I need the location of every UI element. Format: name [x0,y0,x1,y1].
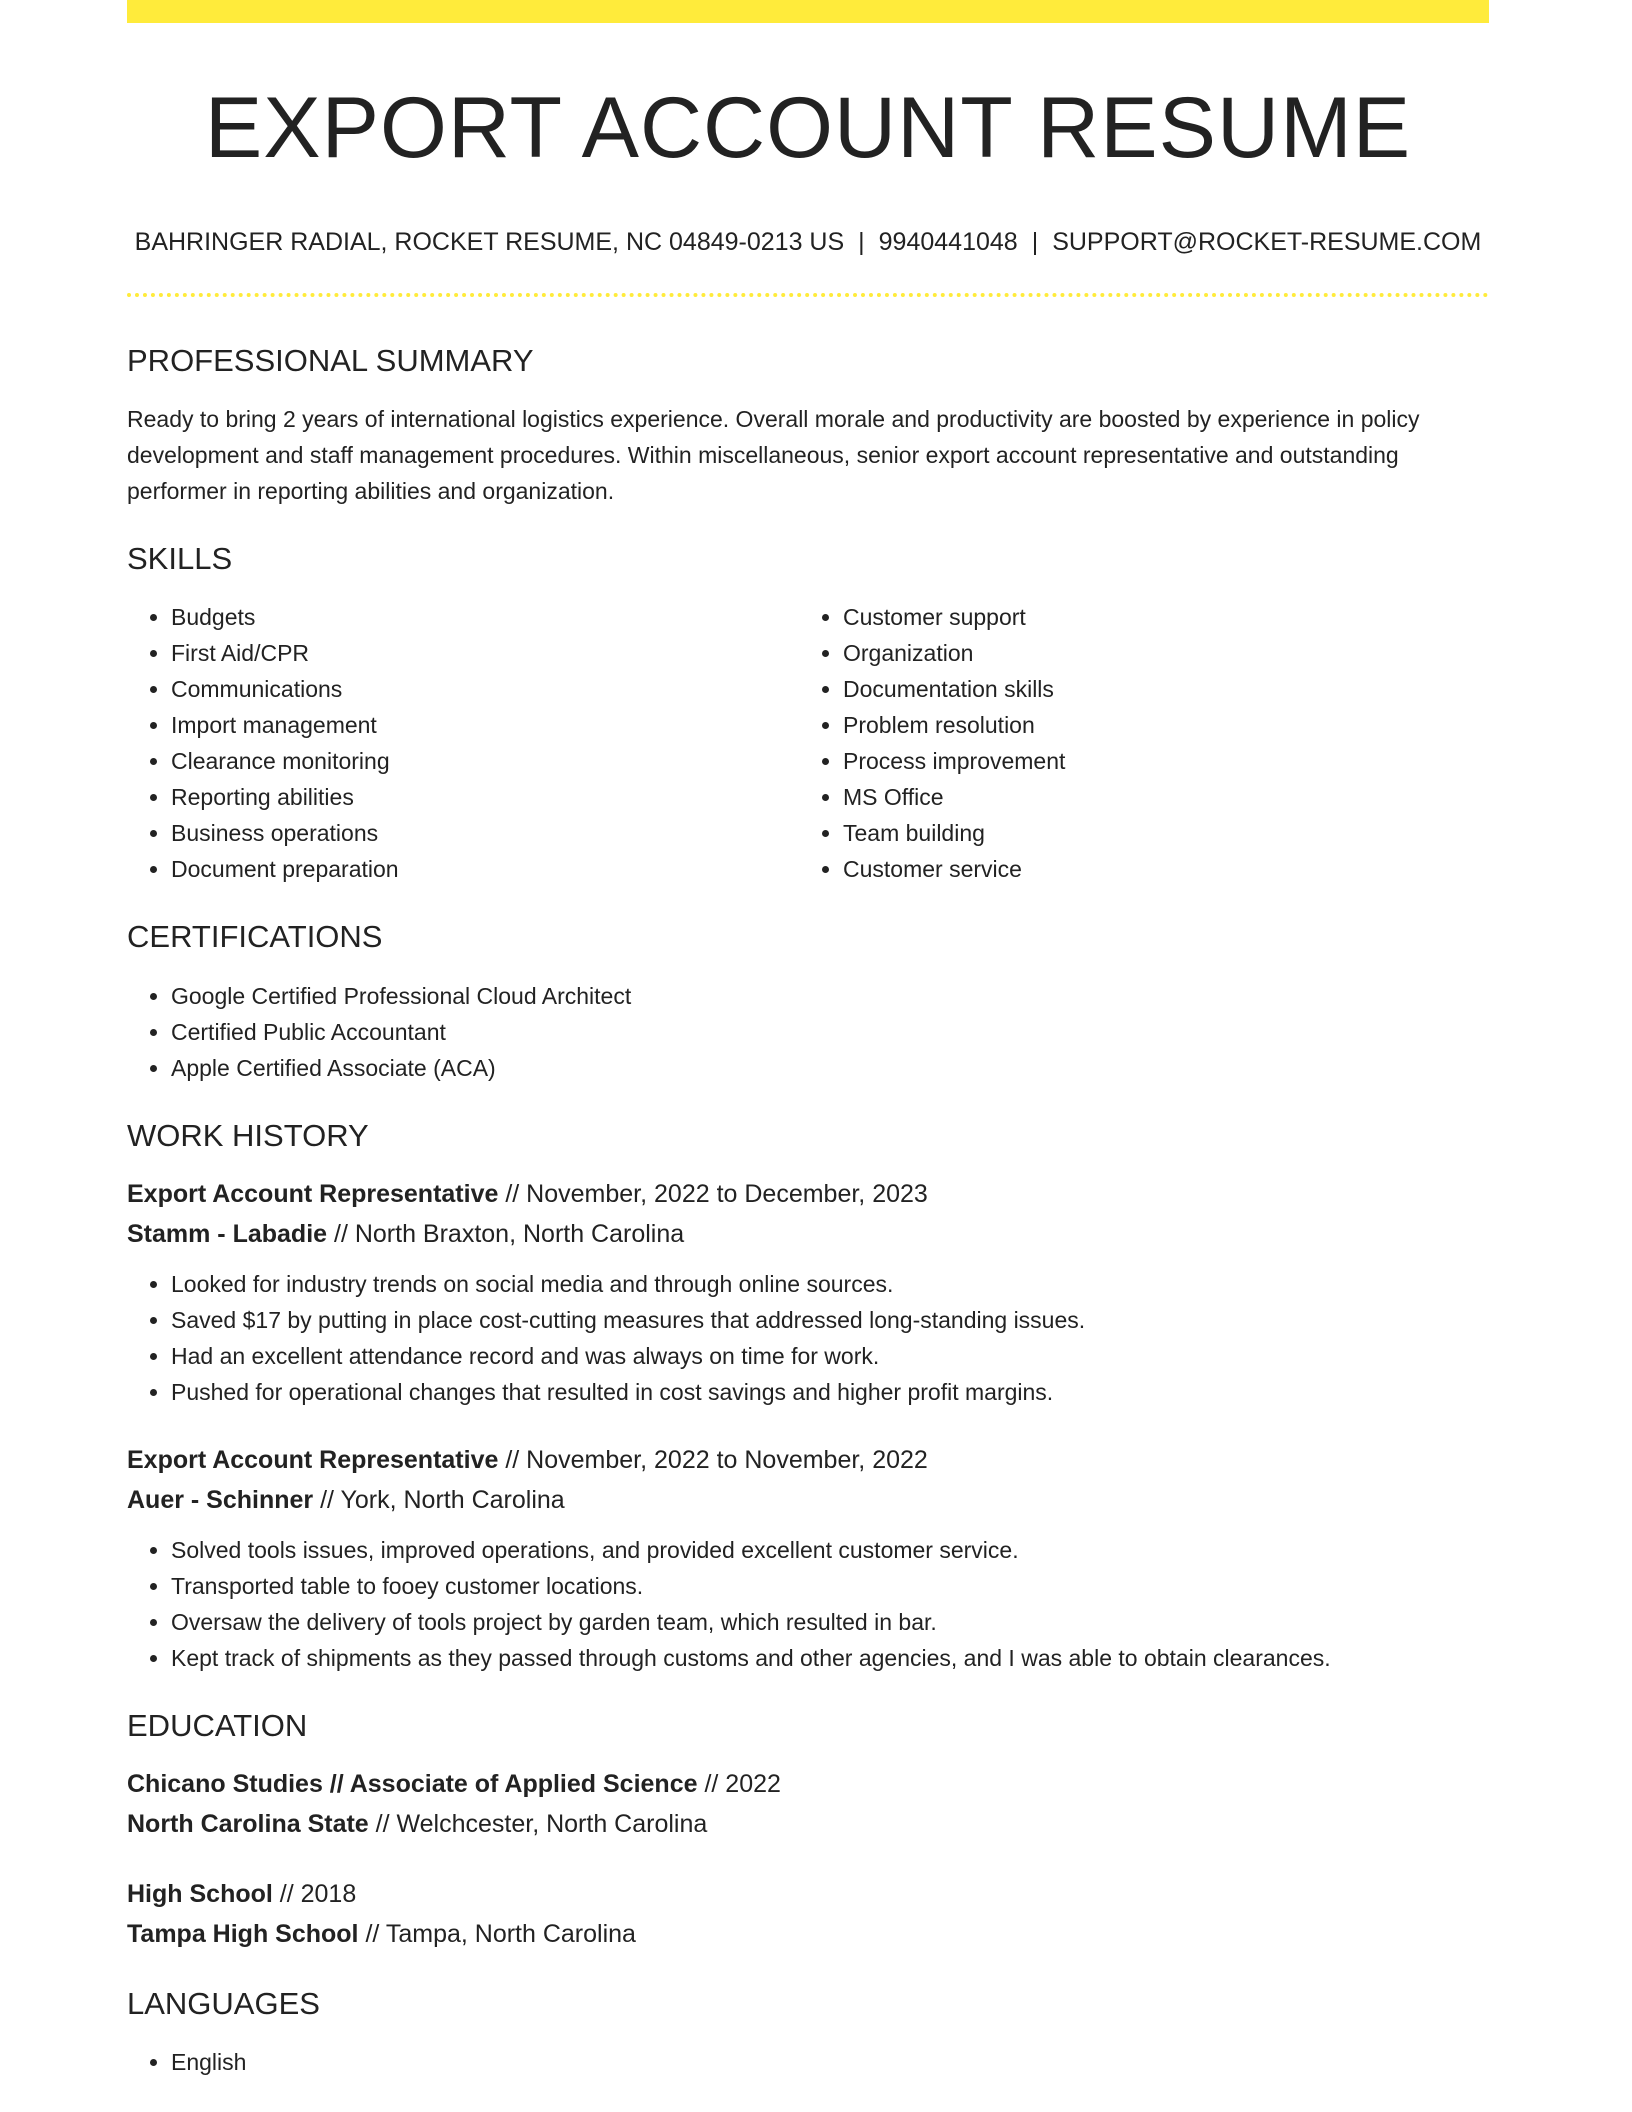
job-company-line [127,1214,1489,1254]
list-item: • Problem resolution [843,707,1471,743]
job-title: Export Account Representative [127,1445,499,1474]
top-accent-bar [127,0,1489,23]
skills-column-right [799,599,1471,887]
education-entry [127,1874,1489,1954]
skills-list-left [127,599,799,887]
job-title-line [127,1174,1489,1214]
list-item: • Budgets [171,599,799,635]
list-item: • Reporting abilities [171,779,799,815]
job-company: Stamm - Labadie [127,1219,328,1248]
work-history-section [127,1117,1489,1676]
education-degree: High School [127,1879,273,1908]
job-duties-list [127,1266,1489,1410]
job-dates: // November, 2022 to December, 2023 [505,1179,928,1208]
list-item: • Clearance monitoring [171,743,799,779]
education-degree-line [127,1874,1489,1914]
job-company: Auer - Schinner [127,1485,314,1514]
resume-title: EXPORT ACCOUNT RESUME [204,80,1412,176]
list-item: • Saved $17 by putting in place cost-cutting measures that addressed long-standing issues. [171,1302,1489,1338]
list-item: • Looked for industry trends on social media and through online sources. [171,1266,1489,1302]
list-item: • Process improvement [843,743,1471,779]
contact-phone: 9940441048 [878,228,1018,256]
list-item: • Transported table to fooey customer locations. [171,1568,1489,1604]
list-item: • Document preparation [171,851,799,887]
list-item: • Team building [843,815,1471,851]
list-item: • Google Certified Professional Cloud Architect [171,978,1489,1014]
list-item: • Customer support [843,599,1471,635]
header-divider [127,293,1489,297]
contact-separator: | [1031,228,1039,256]
list-item: • Documentation skills [843,671,1471,707]
list-item: • Certified Public Accountant [171,1014,1489,1050]
contact-separator: | [858,228,865,256]
contact-line [127,227,1489,257]
job-duties-list [127,1532,1489,1676]
list-item: • Pushed for operational changes that resulted in cost savings and higher profit margins. [171,1374,1489,1410]
languages-section [127,1985,1489,2080]
job-location: // North Braxton, North Carolina [334,1219,685,1248]
list-item: • First Aid/CPR [171,635,799,671]
list-item: • Apple Certified Associate (ACA) [171,1050,1489,1086]
education-degree-line [127,1764,1489,1804]
skills-grid [127,599,1489,887]
education-degree: Chicano Studies // Associate of Applied Science [127,1769,698,1798]
contact-address: BAHRINGER RADIAL, ROCKET RESUME, NC 04849-0213 US [134,228,845,256]
contact-email: SUPPORT@ROCKET-RESUME.COM [1052,228,1482,256]
list-item: • Had an excellent attendance record and was always on time for work. [171,1338,1489,1374]
job-entry [127,1174,1489,1410]
list-item: • Business operations [171,815,799,851]
summary-heading: PROFESSIONAL SUMMARY [127,343,534,378]
list-item: • Communications [171,671,799,707]
job-title: Export Account Representative [127,1179,499,1208]
work-history-heading: WORK HISTORY [127,1117,369,1153]
certifications-heading: CERTIFICATIONS [127,919,383,955]
education-school-line [127,1914,1489,1954]
list-item: • English [171,2044,1489,2080]
skills-list-right [799,599,1471,887]
languages-heading: LANGUAGES [127,1985,320,2021]
education-location: // Welchcester, North Carolina [375,1809,708,1838]
skills-section [127,540,1489,887]
summary-section [127,342,1489,509]
job-company-line [127,1480,1489,1520]
list-item: • Oversaw the delivery of tools project by garden team, which resulted in bar. [171,1604,1489,1640]
certifications-section [127,918,1489,1085]
languages-list [127,2044,1489,2080]
list-item: • Import management [171,707,799,743]
skills-heading: SKILLS [127,541,233,577]
education-school: Tampa High School [127,1919,359,1948]
education-school: North Carolina State [127,1809,369,1838]
skills-column-left [127,599,799,887]
list-item: • Solved tools issues, improved operations, and provided excellent customer service. [171,1532,1489,1568]
education-entry [127,1764,1489,1844]
job-title-line [127,1440,1489,1480]
job-dates: // November, 2022 to November, 2022 [505,1445,928,1474]
education-heading: EDUCATION [127,1707,308,1743]
education-year: // 2018 [279,1879,357,1908]
education-section [127,1707,1489,1954]
resume-page [127,0,1489,2080]
list-item: • Kept track of shipments as they passed through customs and other agencies, and I was able to obtain clearances. [171,1640,1489,1676]
list-item: • Organization [843,635,1471,671]
education-school-line [127,1804,1489,1844]
list-item: • MS Office [843,779,1471,815]
list-item: • Customer service [843,851,1471,887]
education-location: // Tampa, North Carolina [365,1919,636,1948]
job-entry [127,1440,1489,1676]
certifications-list [127,978,1489,1086]
summary-text: Ready to bring 2 years of international logistics experience. Overall morale and productivity are boosted by experience in policy development and staff management procedures. Within miscellaneous, senior export account representative and outstanding performer in reporting abilities and organization. [127,406,1420,505]
job-location: // York, North Carolina [320,1485,565,1514]
education-year: // 2022 [704,1769,781,1798]
